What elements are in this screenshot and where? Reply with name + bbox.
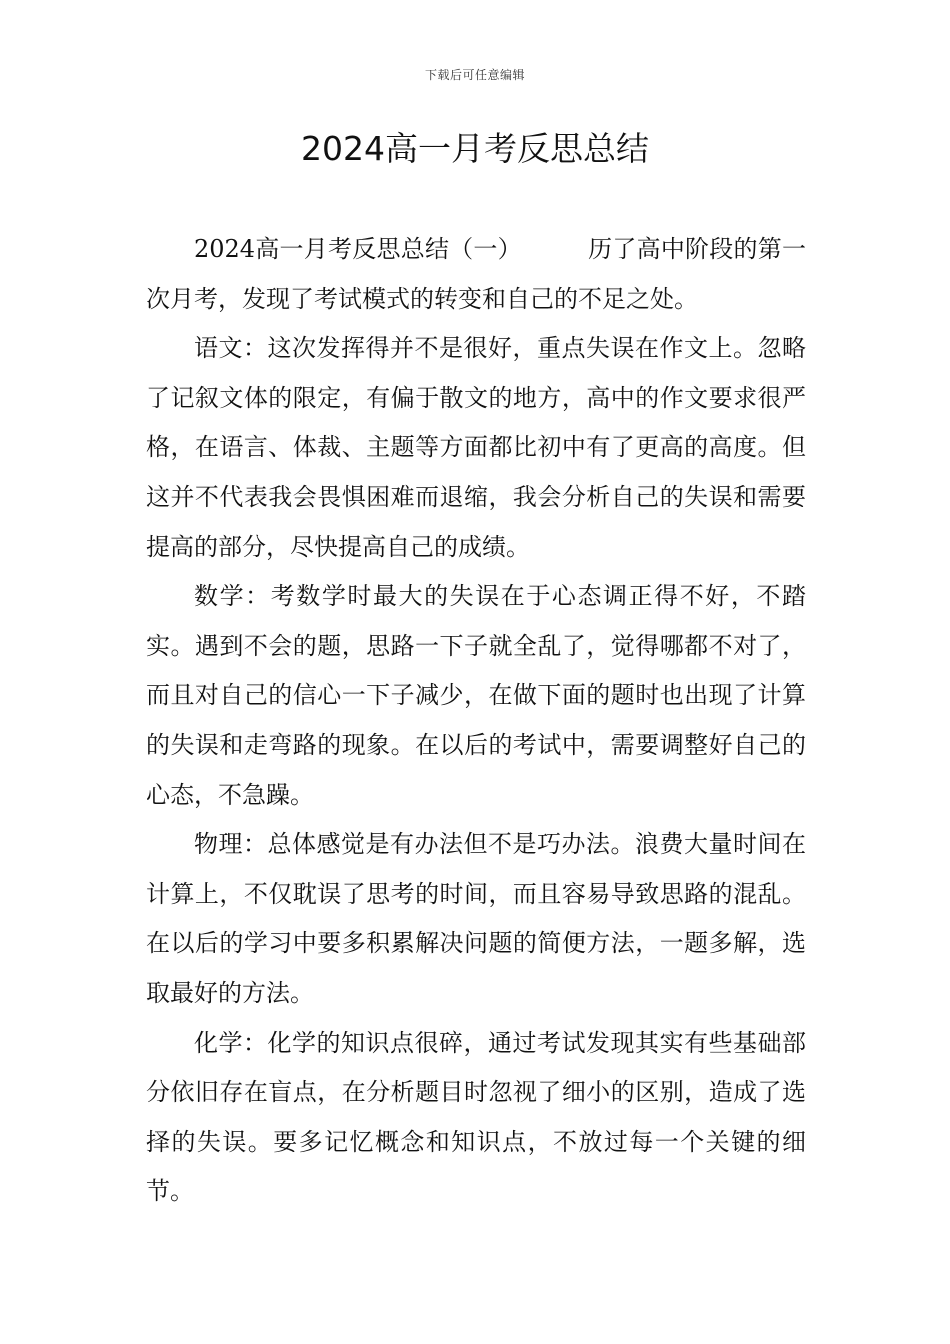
paragraph-physics: 物理：总体感觉是有办法但不是巧办法。浪费大量时间在计算上，不仅耽误了思考的时间，而且容易导致思路的混乱。在以后的学习中要多积累解决问题的简便方法，一题多解，选取最好的方法。 <box>146 830 806 1007</box>
paragraph-math: 数学：考数学时最大的失误在于心态调正得不好，不踏实。遇到不会的题，思路一下子就全乱了，觉得哪都不对了，而且对自己的信心一下子减少，在做下面的题时也出现了计算的失误和走弯路的现象。在以后的考试中，需要调整好自己的心态，不急躁。 <box>146 582 806 809</box>
intro-text: 历了高中阶段的第一次月考，发现了考试模式的转变和自己的不足之处。 <box>146 235 806 313</box>
intro-subtitle: 2024高一月考反思总结（一） <box>194 235 522 263</box>
paragraph-chinese: 语文：这次发挥得并不是很好，重点失误在作文上。忽略了记叙文体的限定，有偏于散文的地方，高中的作文要求很严格，在语言、体裁、主题等方面都比初中有了更高的高度。但这并不代表我会畏惧困难而退缩，我会分析自己的失误和需要提高的部分，尽快提高自己的成绩。 <box>146 334 806 561</box>
document-body <box>146 225 806 1217</box>
paragraph-chemistry: 化学：化学的知识点很碎，通过考试发现其实有些基础部分依旧存在盲点，在分析题目时忽视了细小的区别，造成了选择的失误。要多记忆概念和知识点，不放过每一个关键的细节。 <box>146 1028 806 1206</box>
document-title: 2024高一月考反思总结 <box>301 129 649 168</box>
paragraph-intro <box>146 225 806 324</box>
header-note: 下载后可任意编辑 <box>424 68 525 82</box>
